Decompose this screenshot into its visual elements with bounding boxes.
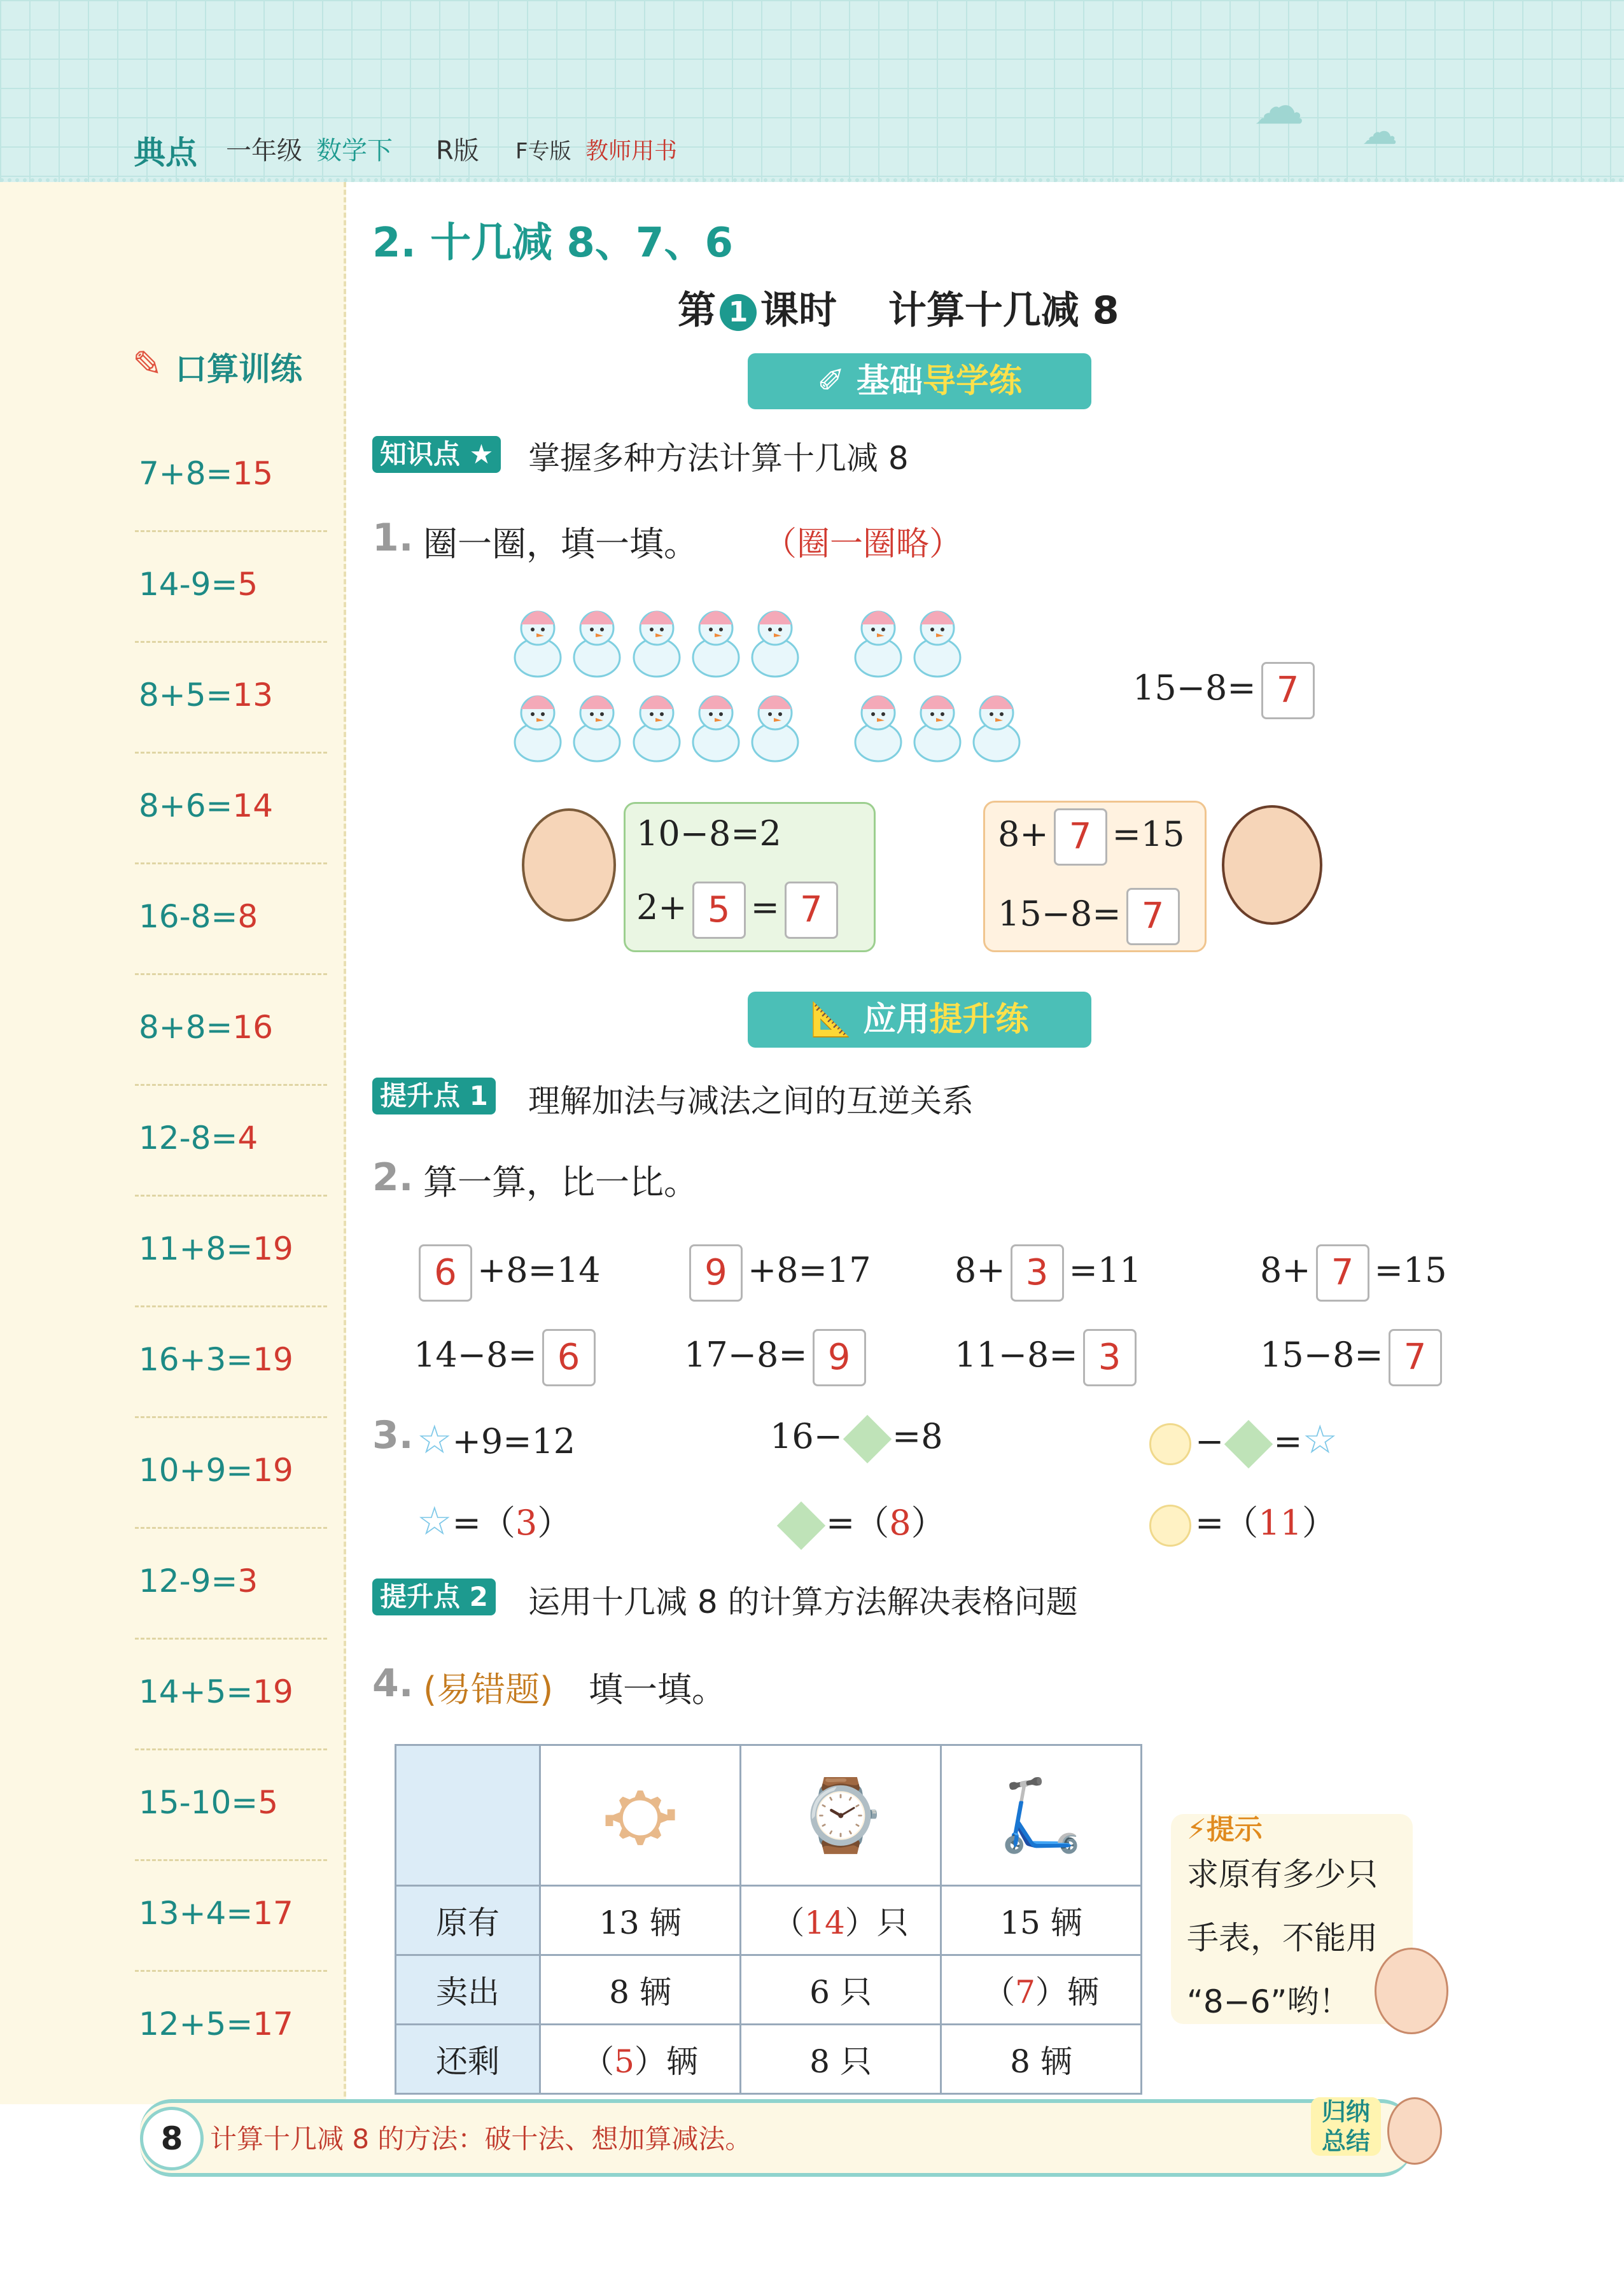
snowman-icon (853, 601, 904, 678)
answer-box: 3 (1083, 1329, 1137, 1386)
paren-open: （ (582, 2043, 615, 2080)
question-4-text: 填一填。 (589, 1670, 726, 1710)
oral-item (139, 677, 273, 714)
oral-question: 8+8= (139, 1009, 233, 1046)
answer-box: 7 (1261, 662, 1315, 719)
page-number: 8 (140, 2107, 204, 2170)
kick-scooter-icon: 🛴 (997, 1774, 1085, 1856)
oral-question: 8+6= (139, 787, 233, 824)
table-row (396, 1886, 1142, 1955)
raise-point-2-tag (372, 1578, 496, 1615)
watch-cell (741, 1745, 941, 1886)
oral-question: 14+5= (139, 1673, 253, 1710)
tip-line: “8−6”哟！ (1187, 1983, 1351, 2020)
brand-logo: 典点 (134, 134, 197, 171)
summary-line1: 归纳 (1321, 2098, 1370, 2126)
banner-part1: 应用 (863, 1001, 930, 1039)
tip-title (1187, 1806, 1263, 1847)
eq-post: +8=17 (748, 1250, 871, 1290)
row-label: 卖出 (396, 1955, 540, 2025)
summary-badge (1311, 2097, 1381, 2156)
question-2-row2-eq (955, 1329, 1142, 1386)
raise-point-2-text: 运用十几减 8 的计算方法解决表格问题 (528, 1584, 1078, 1621)
edition-label: R版 (436, 136, 479, 165)
cell-answer: 5 (614, 2043, 634, 2080)
knowledge-tag (372, 436, 501, 473)
lightning-icon: ⚡ (1187, 1813, 1207, 1846)
question-2-row2-eq (414, 1329, 601, 1386)
girl-avatar (1222, 805, 1322, 925)
raise-tag-label: 提升点 (380, 1080, 461, 1111)
oral-answer: 3 (237, 1563, 258, 1600)
eq3-eq: = (1273, 1421, 1303, 1461)
question-2-row2-eq (1260, 1329, 1447, 1386)
diamond-shape-icon (843, 1415, 892, 1463)
compass-icon: ✐ (817, 362, 845, 400)
oral-answer: 17 (253, 2006, 293, 2042)
oral-item (139, 1452, 293, 1489)
snowman-icon (690, 686, 741, 763)
ans-open: =（ (1195, 1503, 1259, 1543)
question-4-number: 4. (372, 1661, 414, 1706)
raise-point-1-text: 理解加法与减法之间的互逆关系 (528, 1083, 974, 1120)
oral-question: 11+8= (139, 1230, 253, 1267)
banner-part1: 基础 (856, 362, 923, 400)
oral-answer: 17 (253, 1895, 293, 1932)
girl-line2-pre: 15−8= (998, 894, 1121, 934)
oral-answer: 8 (237, 898, 258, 935)
question-1-note: （圈一圈略） (764, 525, 963, 563)
divider (135, 530, 327, 532)
question-2-row1-eq (955, 1244, 1142, 1302)
table-cell: 8 辆 (540, 1955, 741, 2025)
star-icon: ★ (469, 439, 494, 470)
snowman-icon (853, 686, 904, 763)
applied-practice-banner (748, 992, 1091, 1048)
kick-scooter-cell (941, 1745, 1142, 1886)
oral-question: 12-8= (139, 1120, 238, 1157)
pencil-icon: ✎ (132, 344, 162, 385)
oral-item (139, 1230, 293, 1267)
answer-box: 9 (689, 1244, 743, 1302)
question-3-eq2 (770, 1416, 943, 1456)
oral-item (139, 455, 273, 492)
lesson-prefix: 第 (678, 288, 716, 333)
table-cell: 13 辆 (540, 1886, 741, 1955)
girl-line1-pre: 8+ (998, 814, 1049, 854)
paren-open: （ (983, 1974, 1016, 2011)
banner-part2: 导学练 (922, 362, 1022, 400)
oral-answer: 15 (232, 455, 274, 492)
table-cell: 15 辆 (941, 1886, 1142, 1955)
row-label: 原有 (396, 1886, 540, 1955)
baby-avatar (1375, 1948, 1448, 2034)
answer-box: 7 (1389, 1329, 1442, 1386)
raise-tag-number: 1 (469, 1080, 488, 1111)
book-type-label: 教师用书 (585, 138, 678, 164)
divider (135, 973, 327, 975)
answer-box: 6 (542, 1329, 596, 1386)
oral-item (139, 1895, 293, 1932)
boy-line2-pre: 2+ (636, 887, 687, 927)
divider (135, 1084, 327, 1086)
oral-item (139, 1673, 293, 1710)
answer-box: 7 (1054, 808, 1107, 866)
lesson-number: 1 (720, 294, 757, 331)
answer-box: 7 (1126, 888, 1180, 945)
boy-line1: 10−8=2 (636, 813, 781, 854)
question-2-row2-eq (684, 1329, 871, 1386)
oral-question: 16+3= (139, 1341, 253, 1378)
circle-answer (1145, 1496, 1336, 1547)
cell-answer: 14 (804, 1904, 845, 1941)
raise-tag-number: 2 (469, 1581, 488, 1612)
question-2-row1-eq (414, 1244, 601, 1302)
cloud-icon: ☁ (1254, 76, 1305, 136)
self-balancing-scooter-icon: ⛮ (603, 1774, 677, 1855)
oral-answer: 4 (237, 1120, 258, 1157)
eq-left: 15−8= (1133, 668, 1256, 708)
oral-item (139, 566, 258, 603)
question-3-eq3 (1145, 1416, 1338, 1465)
divider (135, 862, 327, 864)
divider (135, 1195, 327, 1197)
eq-post: +8=14 (477, 1250, 601, 1290)
oral-answer: 14 (232, 787, 274, 824)
answer-box: 5 (692, 882, 746, 939)
basic-practice-banner (748, 353, 1091, 409)
oral-answer: 19 (253, 1230, 293, 1267)
eq-pre: 8+ (955, 1250, 1005, 1290)
divider (135, 1305, 327, 1307)
question-1-equation (1133, 662, 1320, 719)
table-cell (941, 1955, 1142, 2025)
oral-answer: 16 (232, 1009, 274, 1046)
answer-box: 7 (785, 882, 838, 939)
circle-shape-icon (1149, 1423, 1191, 1465)
oral-question: 10+9= (139, 1452, 253, 1489)
footer-summary-text: 计算十几减 8 的方法：破十法、想加算减法。 (210, 2123, 752, 2155)
oral-question: 12+5= (139, 2006, 253, 2042)
diamond-shape-icon (777, 1501, 825, 1550)
oral-item (139, 1341, 293, 1378)
oral-answer: 5 (237, 566, 258, 603)
table-row (396, 1955, 1142, 2025)
eq-post: =11 (1068, 1250, 1142, 1290)
girl-line2 (998, 888, 1185, 945)
circle-shape-icon (1149, 1505, 1191, 1547)
subject-label: 数学下 (316, 136, 393, 165)
star-shape-icon: ☆ (417, 1416, 452, 1463)
diamond-answer-value: 8 (889, 1503, 911, 1543)
oral-question: 7+8= (139, 455, 233, 492)
star-answer-value: 3 (515, 1503, 538, 1543)
oral-answer: 19 (253, 1452, 293, 1489)
divider (135, 1638, 327, 1640)
table-corner (396, 1745, 540, 1886)
cell-answer: 7 (1015, 1974, 1035, 2011)
oral-training-title: 口算训练 (175, 351, 302, 388)
girl-line1 (998, 808, 1185, 866)
divider (135, 1859, 327, 1861)
question-2-row1-eq (684, 1244, 871, 1302)
divider (135, 1748, 327, 1750)
ruler-icon: 📐 (810, 1001, 852, 1039)
snowman-icon (512, 686, 563, 763)
knowledge-tag-label: 知识点 (380, 439, 461, 470)
table-cell: 8 辆 (941, 2025, 1142, 2094)
oral-question: 12-9= (139, 1563, 238, 1600)
question-3-eq1 (417, 1416, 575, 1463)
paren-close: ）辆 (634, 2043, 698, 2080)
oral-item (139, 2006, 293, 2042)
scooter-cell (540, 1745, 741, 1886)
question-1-text: 圈一圈，填一填。 (423, 524, 698, 564)
ans-close: ） (537, 1503, 572, 1543)
oral-answer: 5 (258, 1784, 278, 1821)
paren-open: （ (773, 1904, 805, 1941)
question-2-row1-eq (1260, 1244, 1447, 1302)
eq-pre: 17−8= (684, 1335, 808, 1375)
ans-open: =（ (826, 1503, 890, 1543)
oral-question: 13+4= (139, 1895, 253, 1932)
table-cell (741, 1886, 941, 1955)
boy-avatar (522, 808, 616, 922)
oral-item (139, 1563, 258, 1600)
oral-item (139, 1784, 278, 1821)
question-4-label: (易错题) (423, 1670, 554, 1710)
lesson-title (678, 280, 1119, 335)
snowman-icon (571, 601, 622, 678)
question-2-number: 2. (372, 1155, 414, 1200)
oral-item (139, 898, 258, 935)
divider (135, 1416, 327, 1418)
special-edition-label: F专版 (515, 139, 571, 164)
eq-pre: 8+ (1260, 1250, 1311, 1290)
snowman-icon (690, 601, 741, 678)
oral-answer: 19 (253, 1673, 293, 1710)
paren-close: ）辆 (1035, 1974, 1099, 2011)
girl-line1-post: =15 (1112, 814, 1185, 854)
oral-question: 15-10= (139, 1784, 258, 1821)
lesson-topic: 计算十几减 8 (888, 288, 1119, 333)
oral-question: 8+5= (139, 677, 233, 714)
eq1-post: +9=12 (452, 1421, 576, 1461)
paren-close: ）只 (844, 1904, 909, 1941)
raise-tag-label: 提升点 (380, 1581, 461, 1612)
diamond-answer (776, 1496, 946, 1545)
snowman-icon (631, 686, 682, 763)
tip-line: 求原有多少只 (1187, 1856, 1378, 1893)
eq-post: =15 (1374, 1250, 1447, 1290)
row-label: 还剩 (396, 2025, 540, 2094)
oral-item (139, 1009, 273, 1046)
summary-line2: 总结 (1321, 2127, 1370, 2155)
boy-line2-mid: = (750, 887, 780, 927)
cloud-icon: ☁ (1362, 111, 1397, 153)
knowledge-text: 掌握多种方法计算十几减 8 (528, 440, 909, 477)
table-cell: 6 只 (741, 1955, 941, 2025)
table-row (396, 2025, 1142, 2094)
snowman-icon (571, 686, 622, 763)
eq2-post: =8 (892, 1416, 943, 1456)
snowman-icon (912, 601, 963, 678)
snowman-icon (512, 601, 563, 678)
diamond-shape-icon (1224, 1420, 1273, 1468)
oral-answer: 19 (253, 1341, 293, 1378)
baby-avatar (1387, 2097, 1442, 2165)
table-cell (540, 2025, 741, 2094)
table-cell: 8 只 (741, 2025, 941, 2094)
divider (135, 752, 327, 754)
ans-open: =（ (452, 1503, 515, 1543)
smartwatch-icon: ⌚ (797, 1774, 885, 1856)
divider (135, 1970, 327, 1972)
divider (135, 1527, 327, 1529)
snowman-icon (912, 686, 963, 763)
oral-item (139, 1120, 258, 1157)
oral-answer: 13 (232, 677, 274, 714)
star-shape-icon: ☆ (1302, 1416, 1338, 1463)
grade-label: 一年级 (226, 136, 302, 165)
oral-question: 14-9= (139, 566, 238, 603)
tip-line: 手表，不能用 (1187, 1920, 1378, 1957)
inventory-table (395, 1744, 1142, 2095)
eq2-pre: 16− (770, 1416, 843, 1456)
raise-point-1-tag (372, 1078, 496, 1114)
oral-item (139, 787, 273, 824)
question-2-text: 算一算，比一比。 (423, 1162, 698, 1202)
snowman-icon (971, 686, 1022, 763)
eq-pre: 11−8= (955, 1335, 1078, 1375)
eq-pre: 14−8= (414, 1335, 537, 1375)
star-answer (417, 1496, 571, 1545)
snowman-icon (631, 601, 682, 678)
oral-question: 16-8= (139, 898, 238, 935)
question-1-number: 1. (372, 516, 414, 560)
star-shape-icon: ☆ (417, 1498, 452, 1544)
section-title: 2. 十几减 8、7、6 (372, 220, 733, 267)
answer-box: 6 (419, 1244, 472, 1302)
ans-close: ） (1301, 1503, 1336, 1543)
tip-title-text: 提示 (1206, 1813, 1263, 1846)
boy-line2 (636, 882, 843, 939)
question-3-number: 3. (372, 1413, 414, 1458)
answer-box: 7 (1316, 1244, 1369, 1302)
banner-part2: 提升练 (929, 1001, 1029, 1039)
snowman-icon (750, 601, 801, 678)
ans-close: ） (911, 1503, 946, 1543)
eq3-mid: − (1195, 1421, 1224, 1461)
lesson-suffix: 课时 (760, 288, 837, 333)
snowman-icon (750, 686, 801, 763)
answer-box: 9 (813, 1329, 866, 1386)
circle-answer-value: 11 (1258, 1503, 1302, 1543)
eq-pre: 15−8= (1260, 1335, 1383, 1375)
answer-box: 3 (1011, 1244, 1064, 1302)
divider (135, 641, 327, 643)
